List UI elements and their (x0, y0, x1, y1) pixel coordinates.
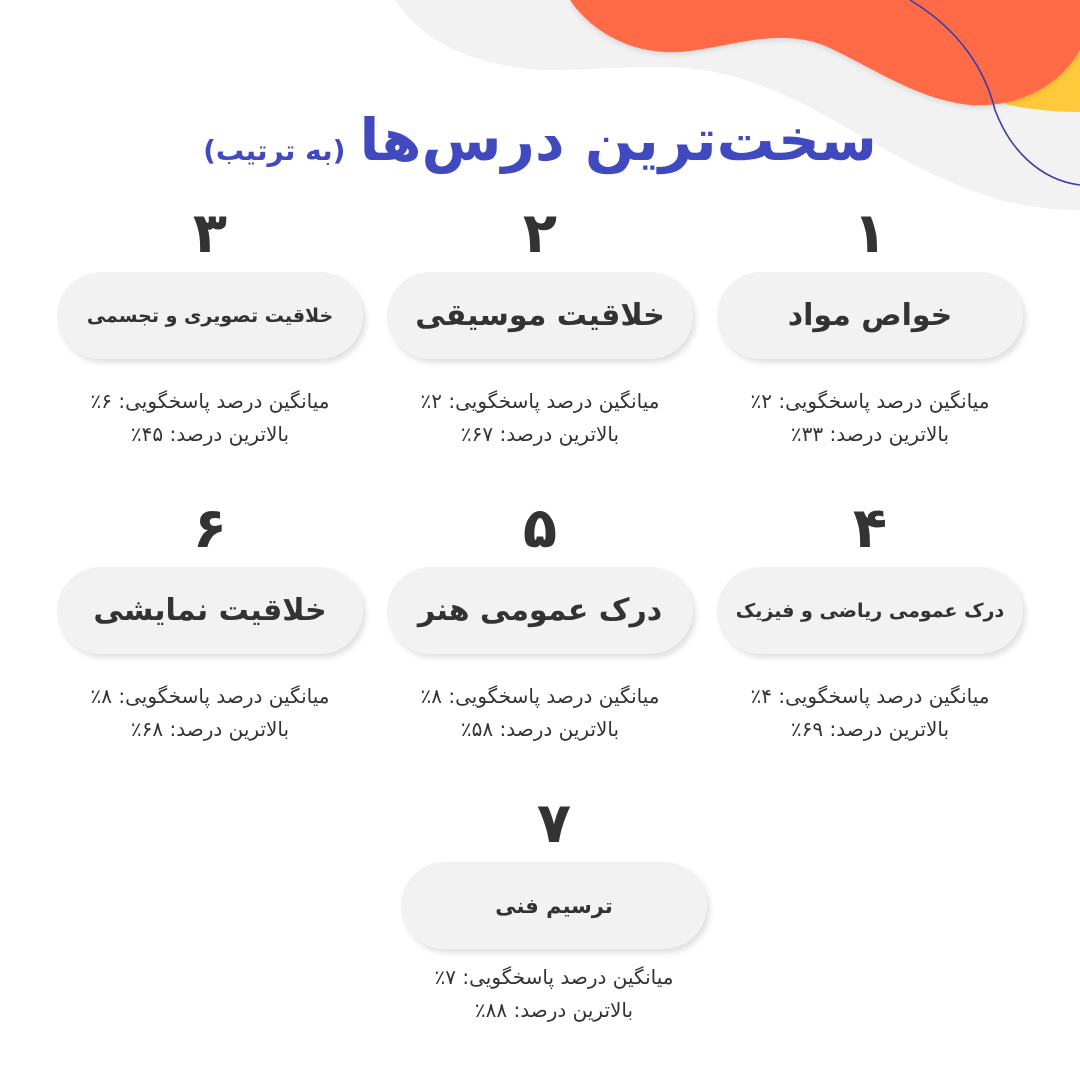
top-score-line: بالاترین درصد: ۸۸٪ (474, 998, 634, 1022)
page-header (0, 100, 1080, 180)
avg-response-line: میانگین درصد پاسخگویی: ۶٪ (90, 389, 330, 413)
subject-card-6 (57, 496, 363, 746)
subject-card-2 (387, 201, 693, 451)
subject-stats (401, 961, 707, 1027)
rank-number: ۴ (852, 496, 888, 561)
subject-stats (57, 385, 363, 451)
top-score-line: بالاترین درصد: ۵۸٪ (460, 717, 620, 741)
avg-response-line: میانگین درصد پاسخگویی: ۸٪ (90, 684, 330, 708)
top-score-line: بالاترین درصد: ۴۵٪ (130, 422, 290, 446)
avg-response-line: میانگین درصد پاسخگویی: ۲٪ (750, 389, 990, 413)
subject-stats (57, 680, 363, 746)
top-score-line: بالاترین درصد: ۶۸٪ (130, 717, 290, 741)
subject-stats (387, 680, 693, 746)
subject-card-3 (57, 201, 363, 451)
avg-response-line: میانگین درصد پاسخگویی: ۸٪ (420, 684, 660, 708)
subject-stats (717, 385, 1023, 451)
top-score-line: بالاترین درصد: ۳۳٪ (790, 422, 950, 446)
subject-pill: خلاقیت موسیقی (387, 272, 693, 359)
rank-number: ۳ (192, 201, 228, 266)
subject-pill: درک عمومی ریاضی و فیزیک (717, 567, 1023, 654)
subject-stats (387, 385, 693, 451)
subject-card-7 (401, 791, 707, 1027)
rank-number: ۱ (852, 201, 888, 266)
avg-response-line: میانگین درصد پاسخگویی: ۷٪ (434, 965, 674, 989)
subject-stats (717, 680, 1023, 746)
top-score-line: بالاترین درصد: ۶۹٪ (790, 717, 950, 741)
subject-card-4 (717, 496, 1023, 746)
rank-number: ۷ (536, 791, 572, 856)
subject-card-5 (387, 496, 693, 746)
rank-number: ۶ (192, 496, 228, 561)
top-score-line: بالاترین درصد: ۶۷٪ (460, 422, 620, 446)
subject-pill: ترسیم فنی (401, 862, 707, 949)
page-subtitle: (به ترتیب) (203, 134, 346, 167)
subject-pill: خلاقیت نمایشی (57, 567, 363, 654)
subject-card-1 (717, 201, 1023, 451)
subject-pill: درک عمومی هنر (387, 567, 693, 654)
rank-number: ۵ (522, 496, 558, 561)
avg-response-line: میانگین درصد پاسخگویی: ۴٪ (750, 684, 990, 708)
subject-pill: خواص مواد (717, 272, 1023, 359)
rank-number: ۲ (522, 201, 558, 266)
subject-pill: خلاقیت تصویری و تجسمی (57, 272, 363, 359)
page-title: سخت‌ترین درس‌ها (359, 106, 877, 174)
avg-response-line: میانگین درصد پاسخگویی: ۲٪ (420, 389, 660, 413)
